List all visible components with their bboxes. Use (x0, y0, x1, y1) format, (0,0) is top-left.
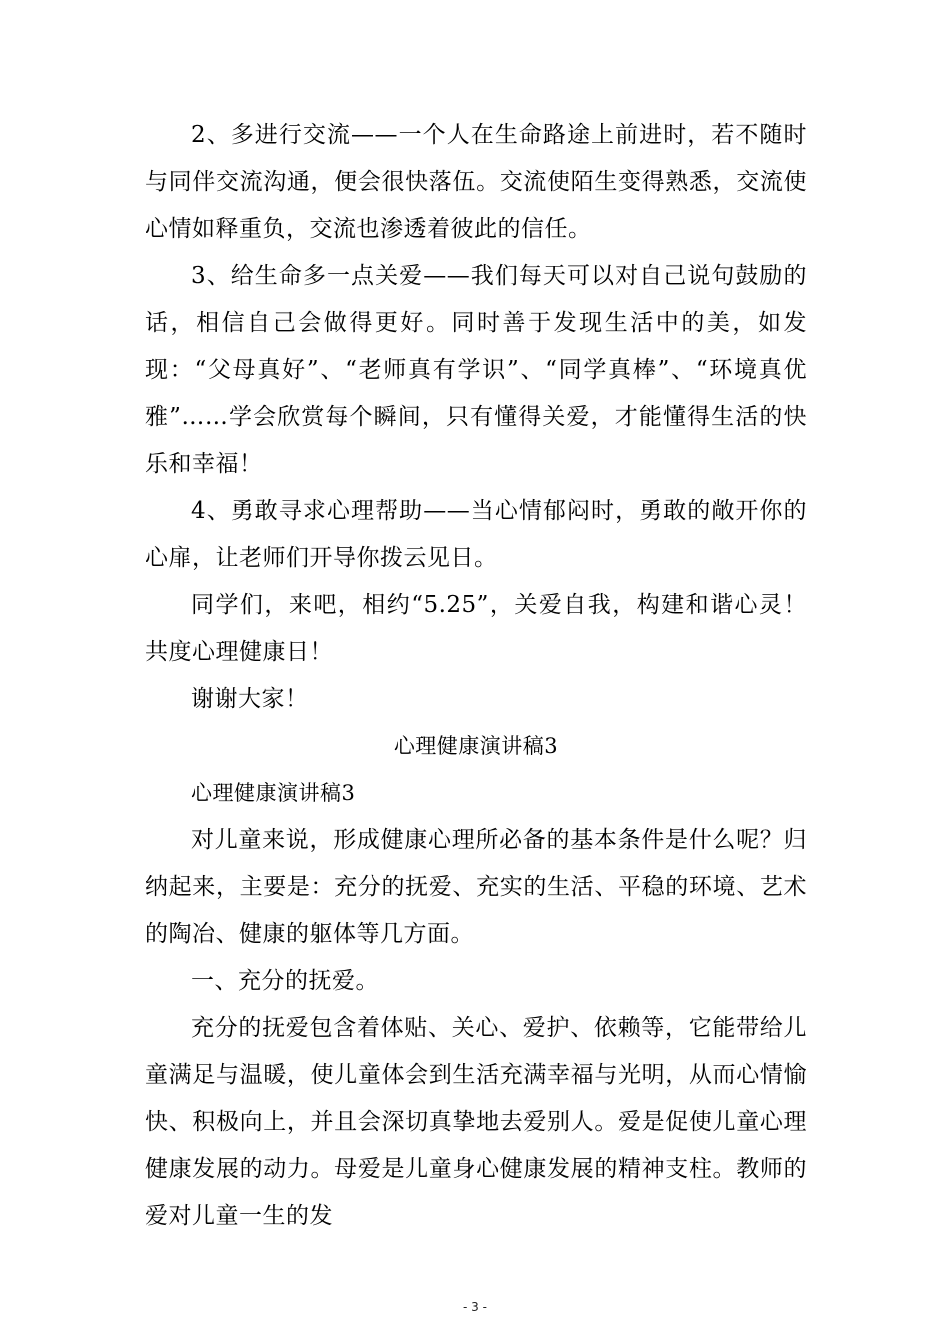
paragraph-closing-call: 同学们，来吧，相约“5.25”，关爱自我，构建和谐心灵！共度心理健康日！ (145, 592, 807, 665)
document-body (145, 112, 807, 1240)
section-heading: 心理健康演讲稿3 (393, 734, 559, 758)
paragraph-thanks: 谢谢大家！ (191, 686, 309, 712)
paragraph-self-care: 3、给生命多一点关爱——我们每天可以对自己说句鼓励的话，相信自己会做得更好。同时善于发现生活中的美，如发现：“父母真好”、“老师真有学识”、“同学真棒”、“环境真优雅”……学会欣赏每个瞬间，只有懂得关爱，才能懂得生活的快乐和幸福！ (145, 263, 807, 477)
page-number: - 3 - (463, 1300, 487, 1314)
section-subheading: 心理健康演讲稿3 (191, 781, 356, 805)
paragraph-point-one-body: 充分的抚爱包含着体贴、关心、爱护、依赖等，它能带给儿童满足与温暖，使儿童体会到生活充满幸福与光明，从而心情愉快、积极向上，并且会深切真挚地去爱别人。爱是促使儿童心理健康发展的动力。母爱是儿童身心健康发展的精神支柱。教师的爱对儿童一生的发 (145, 1015, 807, 1229)
paragraph-seek-help: 4、勇敢寻求心理帮助——当心情郁闷时，勇敢的敞开你的心扉，让老师们开导你拨云见日。 (145, 498, 807, 571)
paragraph-point-one-title: 一、充分的抚爱。 (191, 968, 379, 994)
paragraph-intro: 对儿童来说，形成健康心理所必备的基本条件是什么呢？归纳起来，主要是：充分的抚爱、充实的生活、平稳的环境、艺术的陶冶、健康的躯体等几方面。 (145, 827, 807, 947)
paragraph-communication: 2、多进行交流——一个人在生命路途上前进时，若不随时与同伴交流沟通，便会很快落伍。交流使陌生变得熟悉，交流使心情如释重负，交流也渗透着彼此的信任。 (145, 122, 807, 242)
